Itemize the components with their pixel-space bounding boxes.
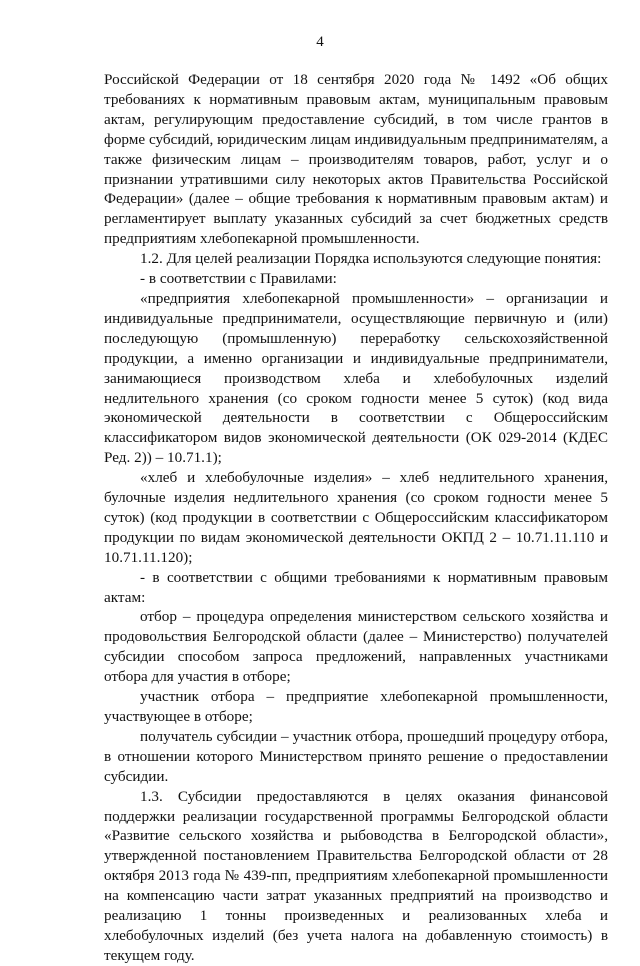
paragraph: участник отбора – предприятие хлебопекарной промышленности, участвующее в отборе; (104, 688, 608, 725)
paragraph: - в соответствии с общими требованиями к нормативным правовым актам: (104, 568, 608, 606)
document-body (104, 70, 608, 966)
paragraph: 1.2. Для целей реализации Порядка используются следующие понятия: (140, 250, 602, 268)
page-number: 4 (316, 34, 324, 50)
paragraph: получатель субсидии – участник отбора, прошедший процедуру отбора, в отношении которого Министерством принято решение о предоставлении субсидии. (104, 727, 608, 785)
paragraph: - в соответствии с Правилами: (140, 270, 337, 288)
paragraph: «предприятия хлебопекарной промышленности» – организации и индивидуальные предприниматели, осуществляющие первичную и (или) последующую (промышленную) переработку сельскохозяйственной продукции, а именно организации и индивидуальные предприниматели, занимающиеся производством хлеба и хлебобулочных изделий недлительного хранения (со сроком годности менее 5 суток) (код вида экономической деятельности в соответствии с Общероссийским классификатором видов экономической деятельности (ОК 029-2014 (КДЕС Ред. 2)) – 10.71.1); (104, 289, 608, 467)
paragraph: «хлеб и хлебобулочные изделия» – хлеб недлительного хранения, булочные изделия недлительного хранения (со сроком годности менее 5 суток) (код продукции в соответствии с Общероссийским классификатором продукции по видам экономической деятельности ОКПД 2 – 10.71.11.110 и 10.71.11.120); (104, 469, 608, 566)
paragraph: Российской Федерации от 18 сентября 2020 года № 1492 «Об общих требованиях к нормативным правовым актам, муниципальным правовым актам, регулирующим предоставление субсидий, в том числе грантов в форме субсидий, юридическим лицам индивидуальным предпринимателям, а также физическим лицам – производителям товаров, работ, услуг и о признании утратившими силу некоторых актов Правительства Российской Федерации» (далее – общие требования к нормативным правовым актам) и регламентирует выплату указанных субсидий за счет бюджетных средств предприятиям хлебопекарной промышленности. (104, 71, 608, 248)
paragraph: 1.3. Субсидии предоставляются в целях оказания финансовой поддержки реализации государственной программы Белгородской области «Развитие сельского хозяйства и рыбоводства в Белгородской области», утвержденной постановлением Правительства Белгородской области от 28 октября 2013 года № 439-пп, предприятиям хлебопекарной промышленности на компенсацию части затрат указанных предприятий на производство и реализацию 1 тонны произведенных и реализованных хлеба и хлебобулочных изделий (без учета налога на добавленную стоимость) в текущем году. (104, 787, 608, 964)
paragraph: отбор – процедура определения министерством сельского хозяйства и продовольствия Белгородской области (далее – Министерство) получателей субсидии способом запроса предложений, направленных участниками отбора для участия в отборе; (104, 608, 608, 686)
